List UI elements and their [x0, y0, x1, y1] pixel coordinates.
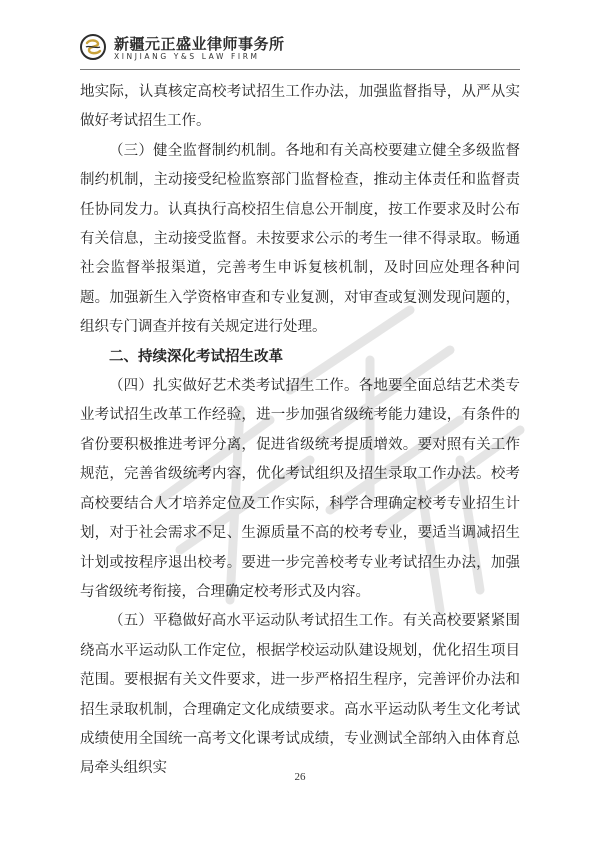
section-heading: 二、持续深化考试招生改革	[109, 348, 283, 365]
page-number: 26	[294, 771, 306, 783]
header-divider	[80, 69, 520, 70]
firm-name-english: XINJIANG Y&S LAW FIRM	[114, 52, 260, 61]
paragraph-supervision: （三）健全监督制约机制。各地和有关高校要建立健全多级监督制约机制，主动接受纪检监察部门监督检查，推动主体责任和监督责任协同发力。认真执行高校招生信息公开制度，按工作要求及时公布有关信息，主动接受监督。未按要求公示的考生一律不得录取。畅通社会监督举报渠道，完善考生申诉复核机制，及时回应处理各种问题。加强新生入学资格审查和专业复测，对审查或复测发现问题的，组织专门调查并按有关规定进行处理。	[80, 142, 520, 336]
paragraph-art-exam: （四）扎实做好艺术类考试招生工作。各地要全面总结艺术类专业考试招生改革工作经验，进一步加强省级统考能力建设，有条件的省份要积极推进考评分离，促进省级统考提质增效。要对照有关工作规范，完善省级统考内容，优化考试组织及招生录取工作办法。校考高校要结合人才培养定位及工作实际，科学合理确定校考专业招生计划，对于社会需求不足、生源质量不高的校考专业，要适当调减招生计划或按程序退出校考。要进一步完善校考专业考试招生办法，加强与省级统考衔接，合理确定校考形式及内容。	[80, 378, 520, 600]
paragraph-sports-team: （五）平稳做好高水平运动队考试招生工作。有关高校要紧紧围绕高水平运动队工作定位，根据学校运动队建设规划，优化招生项目范围。要根据有关文件要求，进一步严格招生程序，完善评价办法和招生录取机制，合理确定文化成绩要求。高水平运动队考生文化考试成绩使用全国统一高考文化课考试成绩，专业测试全部纳入由体育总局牵头组织实	[80, 613, 520, 777]
document-body	[80, 78, 520, 784]
paragraph-continued: 地实际，认真核定高校考试招生工作办法，加强监督指导，从严从实做好考试招生工作。	[80, 84, 520, 130]
firm-logo-icon	[80, 34, 106, 60]
page-header	[80, 30, 520, 68]
firm-name-chinese: 新疆元正盛业律师事务所	[114, 35, 285, 53]
